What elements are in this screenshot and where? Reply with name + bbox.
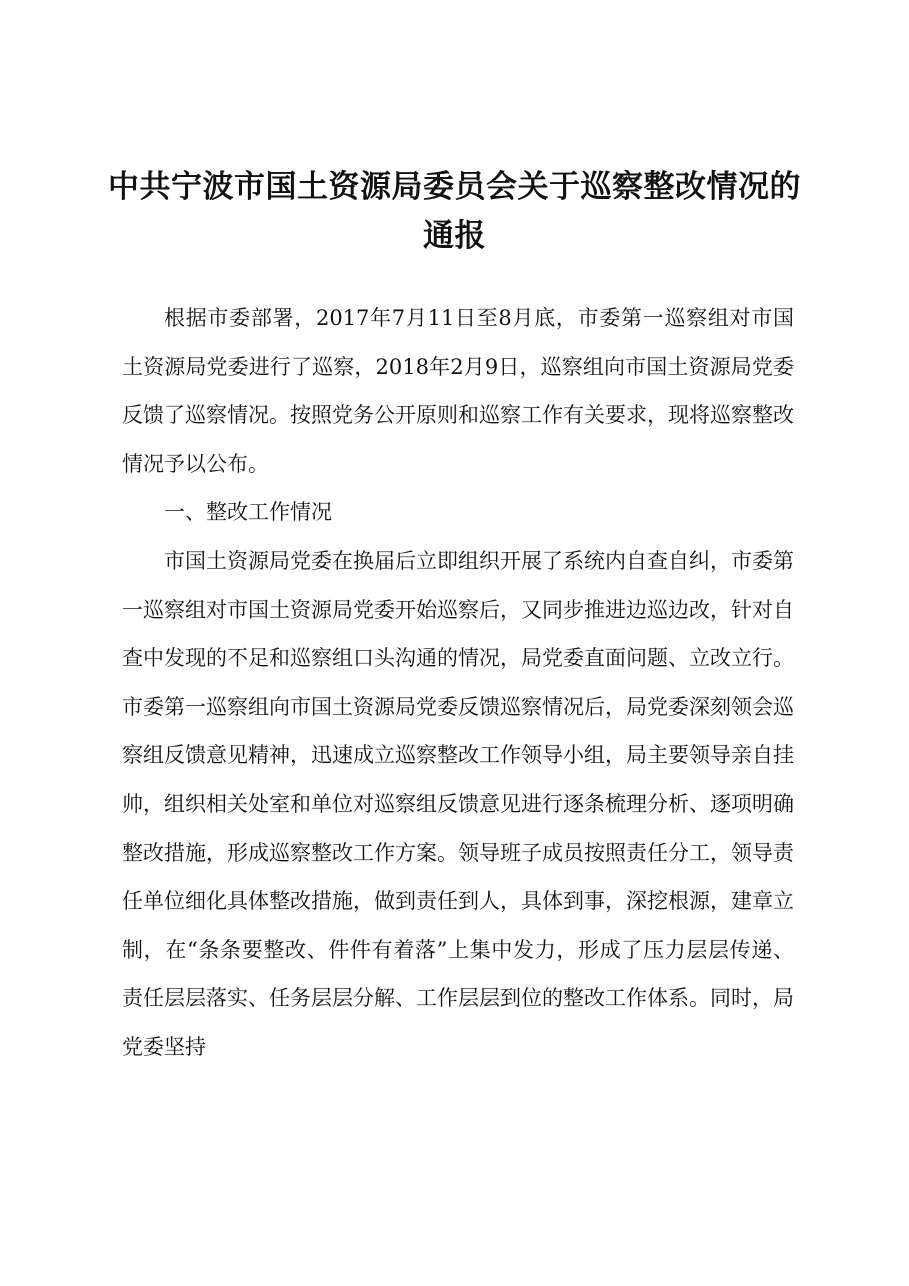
paragraph-rectification: 市国土资源局党委在换届后立即组织开展了系统内自查自纠，市委第一巡察组对市国土资源局党委开始巡察后，又同步推进边巡边改，针对自查中发现的不足和巡察组口头沟通的情况，局党委直面问题、立改立行。市委第一巡察组向市国土资源局党委反馈巡察情况后，局党委深刻领会巡察组反馈意见精神，迅速成立巡察整改工作领导小组，局主要领导亲自挂帅，组织相关处室和单位对巡察组反馈意见进行逐条梳理分析、逐项明确整改措施，形成巡察整改工作方案。领导班子成员按照责任分工，领导责任单位细化具体整改措施，做到责任到人，具体到事，深挖根源，建章立制，在“条条要整改、件件有着落”上集中发力，形成了压力层层传递、责任层层落实、任务层层分解、工作层层到位的整改工作体系。同时，局党委坚持 <box>122 548 794 1059</box>
document-title: 中共宁波市国土资源局委员会关于巡察整改情况的通报 <box>108 169 801 254</box>
section-heading-1: 一、整改工作情况 <box>164 500 332 525</box>
paragraph-intro: 根据市委部署，2017年7月11日至8月底，市委第一巡察组对市国土资源局党委进行了巡察，2018年2月9日，巡察组向市国土资源局党委反馈了巡察情况。按照党务公开原则和巡察工作有关要求，现将巡察整改情况予以公布。 <box>122 306 794 476</box>
document-body <box>122 294 794 1072</box>
